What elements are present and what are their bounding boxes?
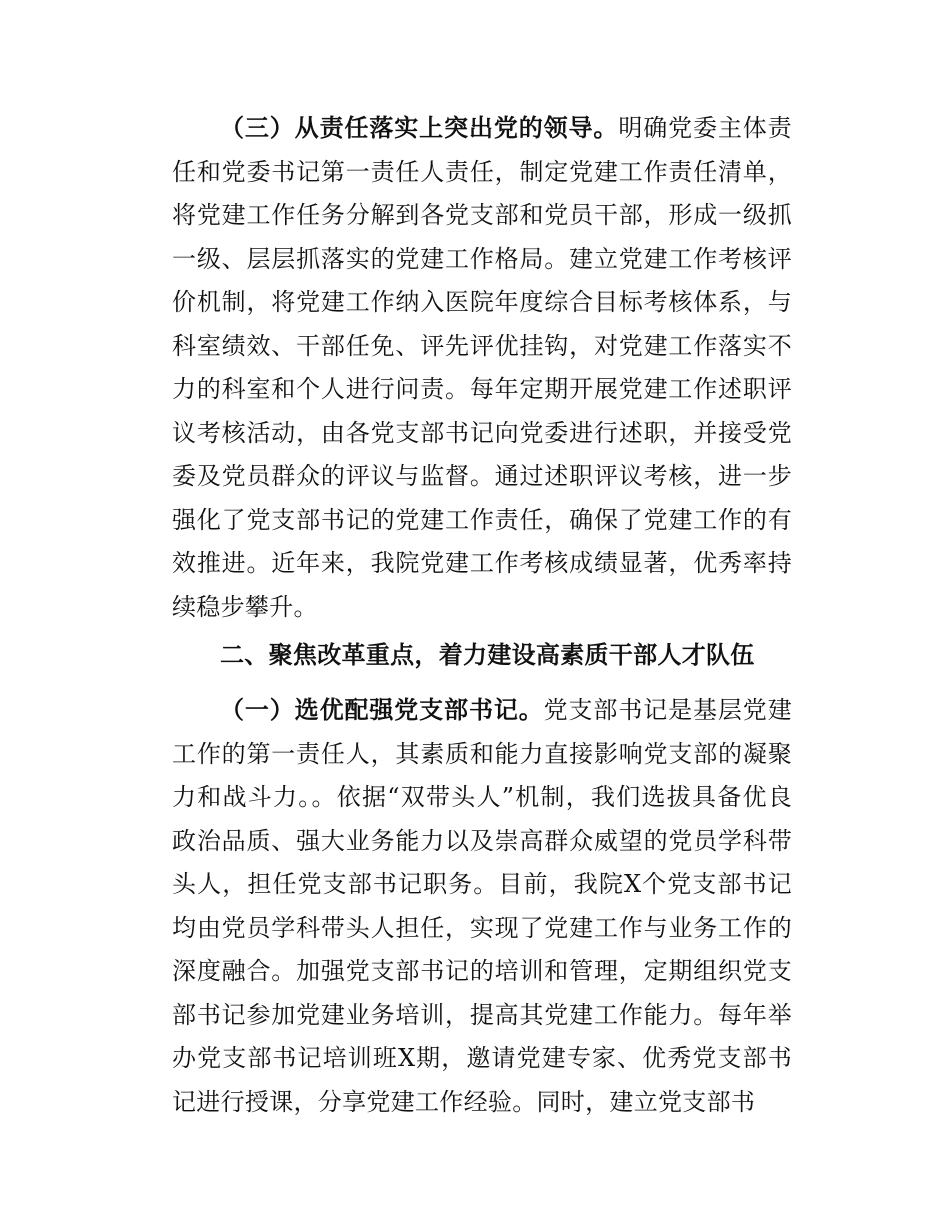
paragraph-responsibility <box>172 107 792 629</box>
paragraph-branch-secretary <box>172 689 792 1124</box>
paragraph-body: 党支部书记是基层党建工作的第一责任人，其素质和能力直接影响党支部的凝聚力和战斗力。。依据“双带头人”机制，我们选拔具备优良政治品质、强大业务能力以及崇高群众威望的党员学科带头人，担任党支部书记职务。目前，我院X个党支部书记均由党员学科带头人担任，实现了党建工作与业务工作的深度融合。加强党支部书记的培训和管理，定期组织党支部书记参加党建业务培训，提高其党建工作能力。每年举办党支部书记培训班X期，邀请党建专家、优秀党支部书记进行授课，分享党建工作经验。同时，建立党支部书 <box>172 696 792 1116</box>
paragraph-lead-heading: （一）选优配强党支部书记。 <box>220 696 544 724</box>
paragraph-lead-heading: （三）从责任落实上突出党的领导。 <box>220 114 619 142</box>
paragraph-body: 明确党委主体责任和党委书记第一责任人责任，制定党建工作责任清单，将党建工作任务分解到各党支部和党员干部，形成一级抓一级、层层抓落实的党建工作格局。建立党建工作考核评价机制，将党建工作纳入医院年度综合目标考核体系，与科室绩效、干部任免、评先评优挂钩，对党建工作落实不力的科室和个人进行问责。每年定期开展党建工作述职评议考核活动，由各党支部书记向党委进行述职，并接受党委及党员群众的评议与监督。通过述职评议考核，进一步强化了党支部书记的党建工作责任，确保了党建工作的有效推进。近年来，我院党建工作考核成绩显著，优秀率持续稳步攀升。 <box>172 114 792 621</box>
section-heading: 二、聚焦改革重点，着力建设高素质干部人才队伍 <box>220 641 755 669</box>
